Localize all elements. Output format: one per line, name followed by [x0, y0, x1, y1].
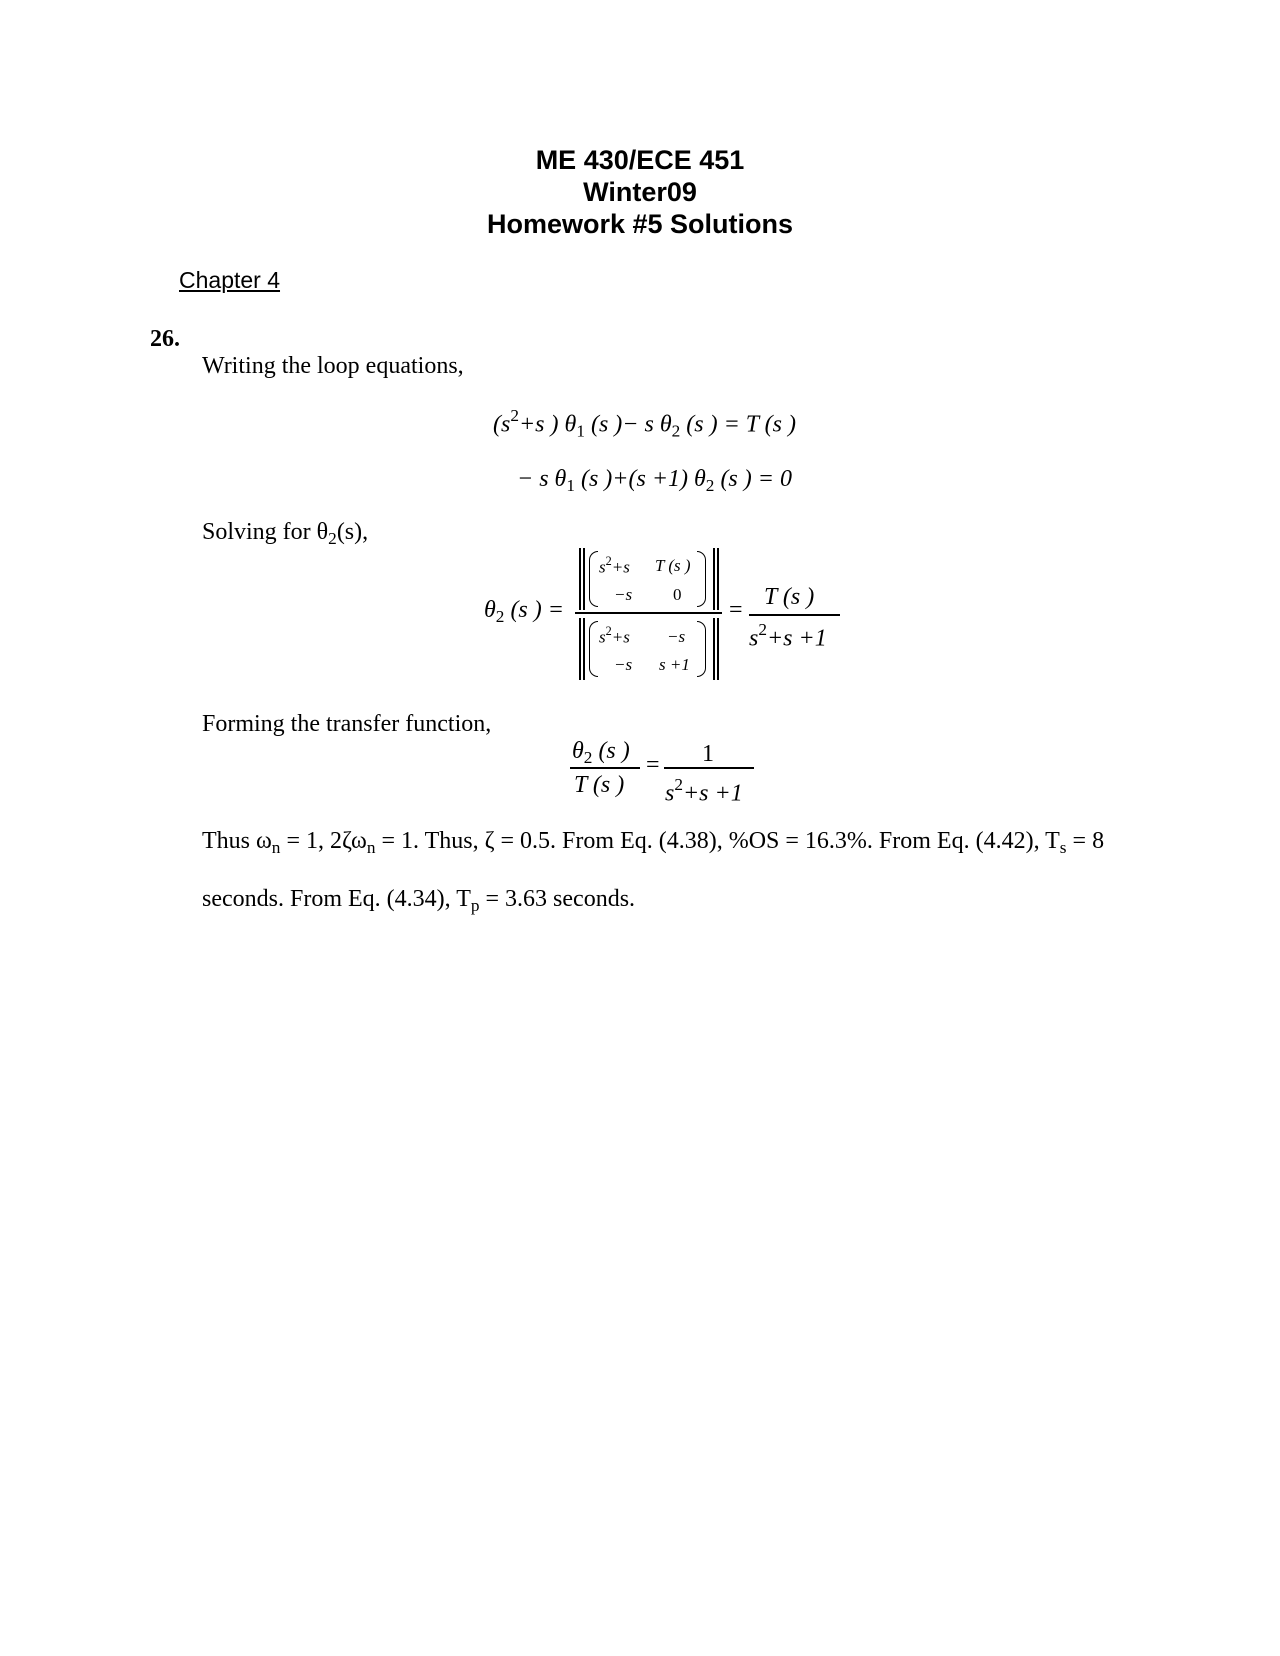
result-denominator: $s^2+s +1$	[749, 620, 827, 652]
result-fraction-line	[749, 614, 840, 616]
num-r2c2: 0	[673, 585, 682, 604]
den-r1c2: −s	[667, 627, 686, 646]
den-r1c1: $s^2+s$	[599, 624, 630, 647]
intro-text: Writing the loop equations,	[202, 353, 464, 379]
cramer-equals: =	[729, 597, 743, 623]
document-title: Homework #5 Solutions	[486, 209, 794, 239]
term-label: Winter09	[583, 177, 697, 207]
num-r1c2: T (s )	[655, 556, 691, 575]
cramer-fraction-line	[575, 612, 722, 614]
solving-text: Solving for $\theta_2(s)$,	[202, 519, 369, 549]
den-r2c2: s +1	[659, 655, 690, 674]
tf-rhs-denominator: $s^2+s +1$	[665, 775, 743, 807]
conclusion-line-1: Thus $\omega_n = 1$, $2\zeta\omega_n = 1$. Thus, ζ = 0.5. From Eq. (4.38), %OS = 16.3%. From Eq. (4.42), $T_s = 8$	[202, 828, 1105, 858]
tf-left-fraction-line	[570, 767, 640, 769]
tf-equals: =	[646, 752, 660, 778]
num-r2c1: −s	[614, 585, 633, 604]
chapter-heading: Chapter 4	[179, 267, 281, 293]
theta2-lhs: $\theta_2$ (s ) =	[484, 597, 564, 627]
course-title: ME 430/ECE 451	[535, 145, 745, 175]
tf-rhs-numerator: 1	[702, 741, 714, 767]
num-r1c1: $s^2+s$	[599, 554, 630, 577]
problem-number: 26.	[150, 326, 180, 352]
result-numerator: T (s )	[764, 584, 815, 610]
tf-right-fraction-line	[664, 767, 754, 769]
loop-equation-1: ($s^2+s$ ) $\theta_1$ (s )− s $\theta_2$ (s ) = T (s )	[493, 406, 797, 441]
tf-denominator: T (s )	[574, 772, 625, 798]
den-r2c1: −s	[614, 655, 633, 674]
tf-numerator: $\theta_2$ (s )	[572, 738, 630, 768]
loop-equation-2: − s $\theta_1$ (s )+(s +1) $\theta_2$ (s ) = 0	[517, 466, 792, 496]
forming-text: Forming the transfer function,	[202, 711, 492, 737]
conclusion-line-2: seconds. From Eq. (4.34), $T_p = 3.63$ seconds.	[202, 886, 636, 916]
